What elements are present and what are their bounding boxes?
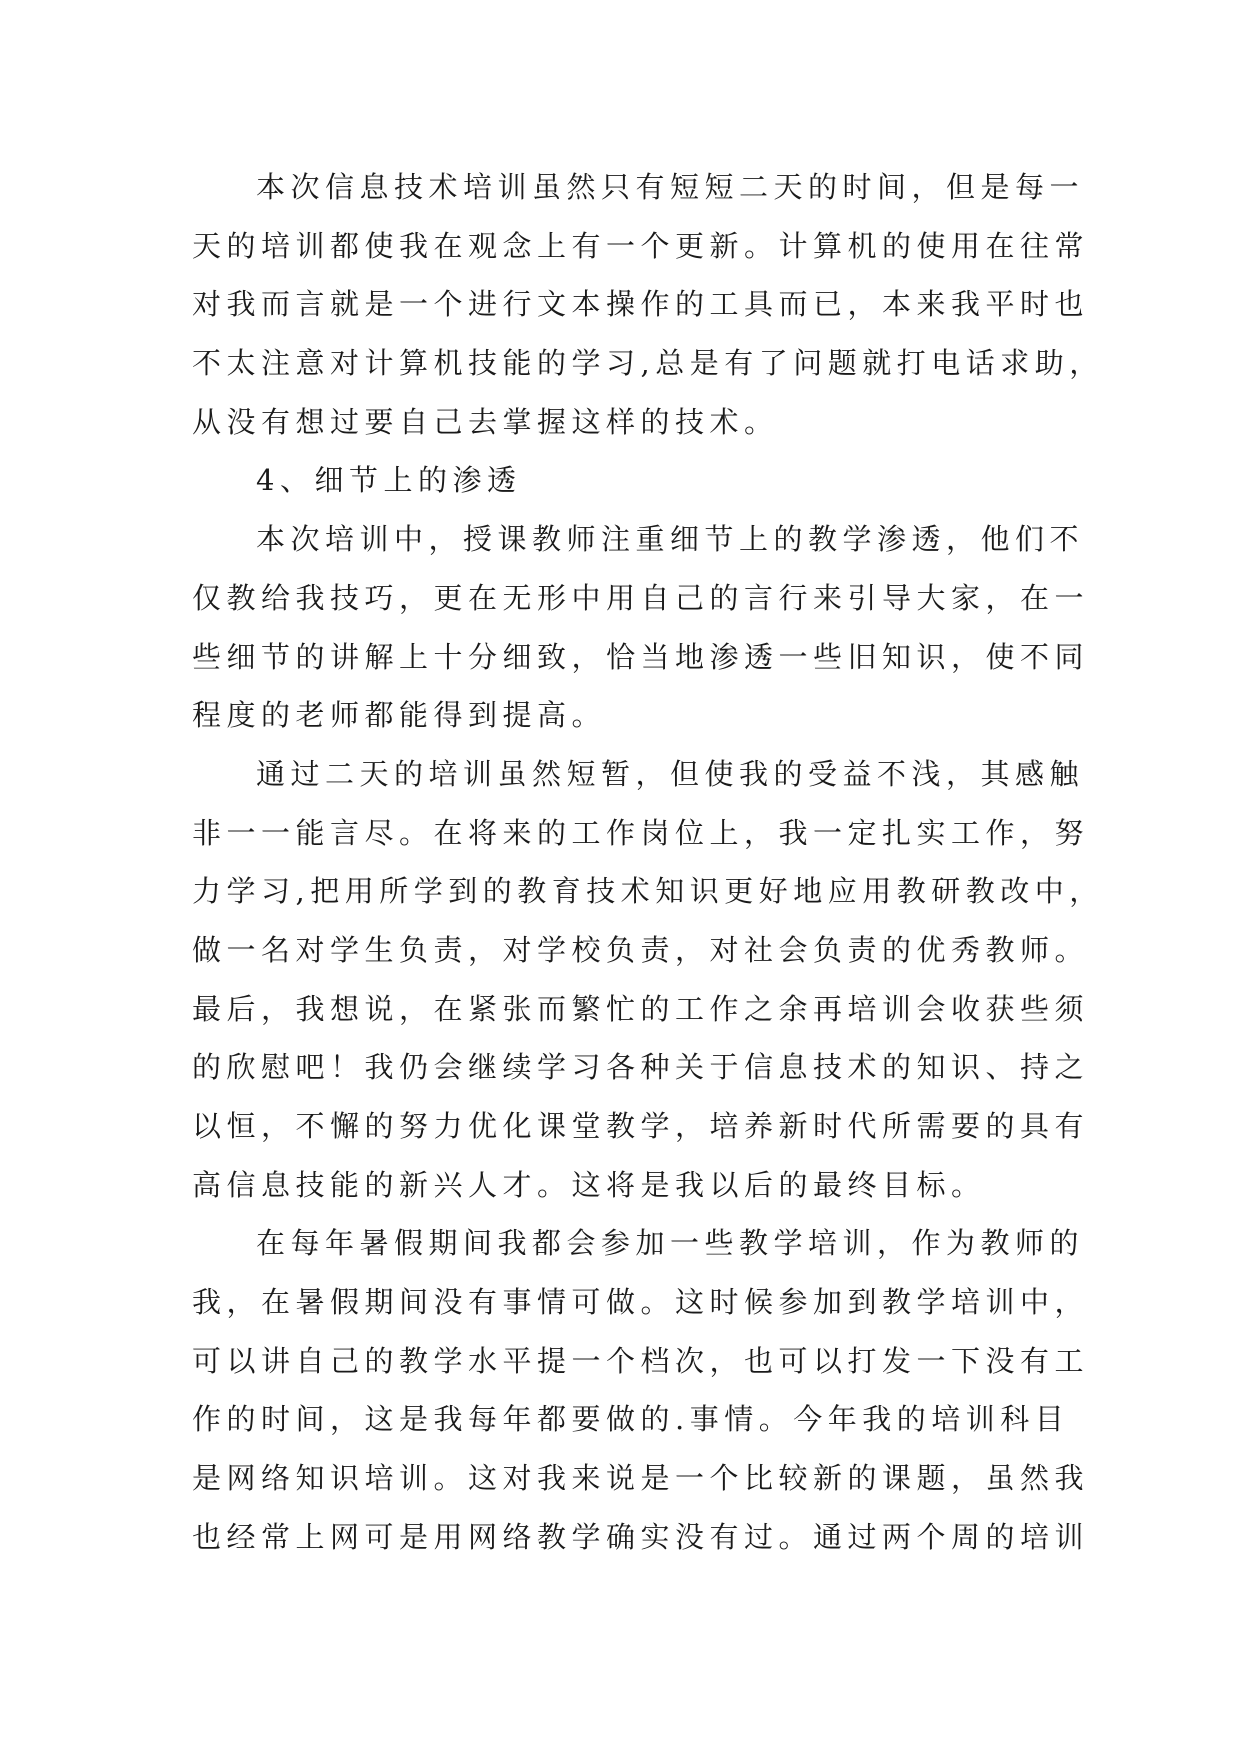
text-line: 本次信息技术培训虽然只有短短二天的时间，但是每一	[256, 170, 1085, 204]
text-line: 程度的老师都能得到提高。	[192, 698, 607, 733]
text-line: 做一名对学生负责，对学校负责，对社会负责的优秀教师。	[192, 932, 1090, 967]
text-line: 非一一能言尽。在将来的工作岗位上，我一定扎实工作，努	[192, 815, 1090, 850]
text-line: 对我而言就是一个进行文本操作的工具而已，本来我平时也	[192, 287, 1090, 322]
text-line: 高信息技能的新兴人才。这将是我以后的最终目标。	[192, 1167, 986, 1202]
text-line: 在每年暑假期间我都会参加一些教学培训，作为教师的	[256, 1226, 1085, 1261]
text-line: 天的培训都使我在观念上有一个更新。计算机的使用在往常	[192, 228, 1090, 263]
text-line: 些细节的讲解上十分细致，恰当地渗透一些旧知识，使不同	[192, 639, 1090, 674]
text-line: 不太注意对计算机技能的学习,总是有了问题就打电话求助，	[192, 346, 1104, 381]
document-body	[192, 158, 1104, 1567]
text-line: 仅教给我技巧，更在无形中用自己的言行来引导大家，在一	[192, 580, 1090, 615]
text-line: 最后，我想说，在紧张而繁忙的工作之余再培训会收获些须	[192, 991, 1090, 1026]
text-line: 以恒，不懈的努力优化课堂教学，培养新时代所需要的具有	[192, 1109, 1090, 1143]
text-line: 作的时间，这是我每年都要做的.事情。今年我的培训科目	[192, 1402, 1070, 1437]
text-line: 4、细节上的渗透	[256, 463, 522, 498]
text-line: 本次培训中，授课教师注重细节上的教学渗透，他们不	[256, 522, 1085, 557]
text-line: 的欣慰吧！我仍会继续学习各种关于信息技术的知识、持之	[192, 1050, 1090, 1085]
text-line: 力学习,把用所学到的教育技术知识更好地应用教研教改中，	[192, 874, 1104, 909]
text-line: 可以讲自己的教学水平提一个档次，也可以打发一下没有工	[192, 1343, 1090, 1378]
text-line: 是网络知识培训。这对我来说是一个比较新的课题，虽然我	[192, 1461, 1090, 1496]
text-line: 我，在暑假期间没有事情可做。这时候参加到教学培训中，	[192, 1285, 1090, 1320]
text-line: 通过二天的培训虽然短暂，但使我的受益不浅，其感触	[256, 756, 1085, 791]
text-line: 从没有想过要自己去掌握这样的技术。	[192, 404, 779, 439]
text-line: 也经常上网可是用网络教学确实没有过。通过两个周的培训	[192, 1519, 1090, 1554]
